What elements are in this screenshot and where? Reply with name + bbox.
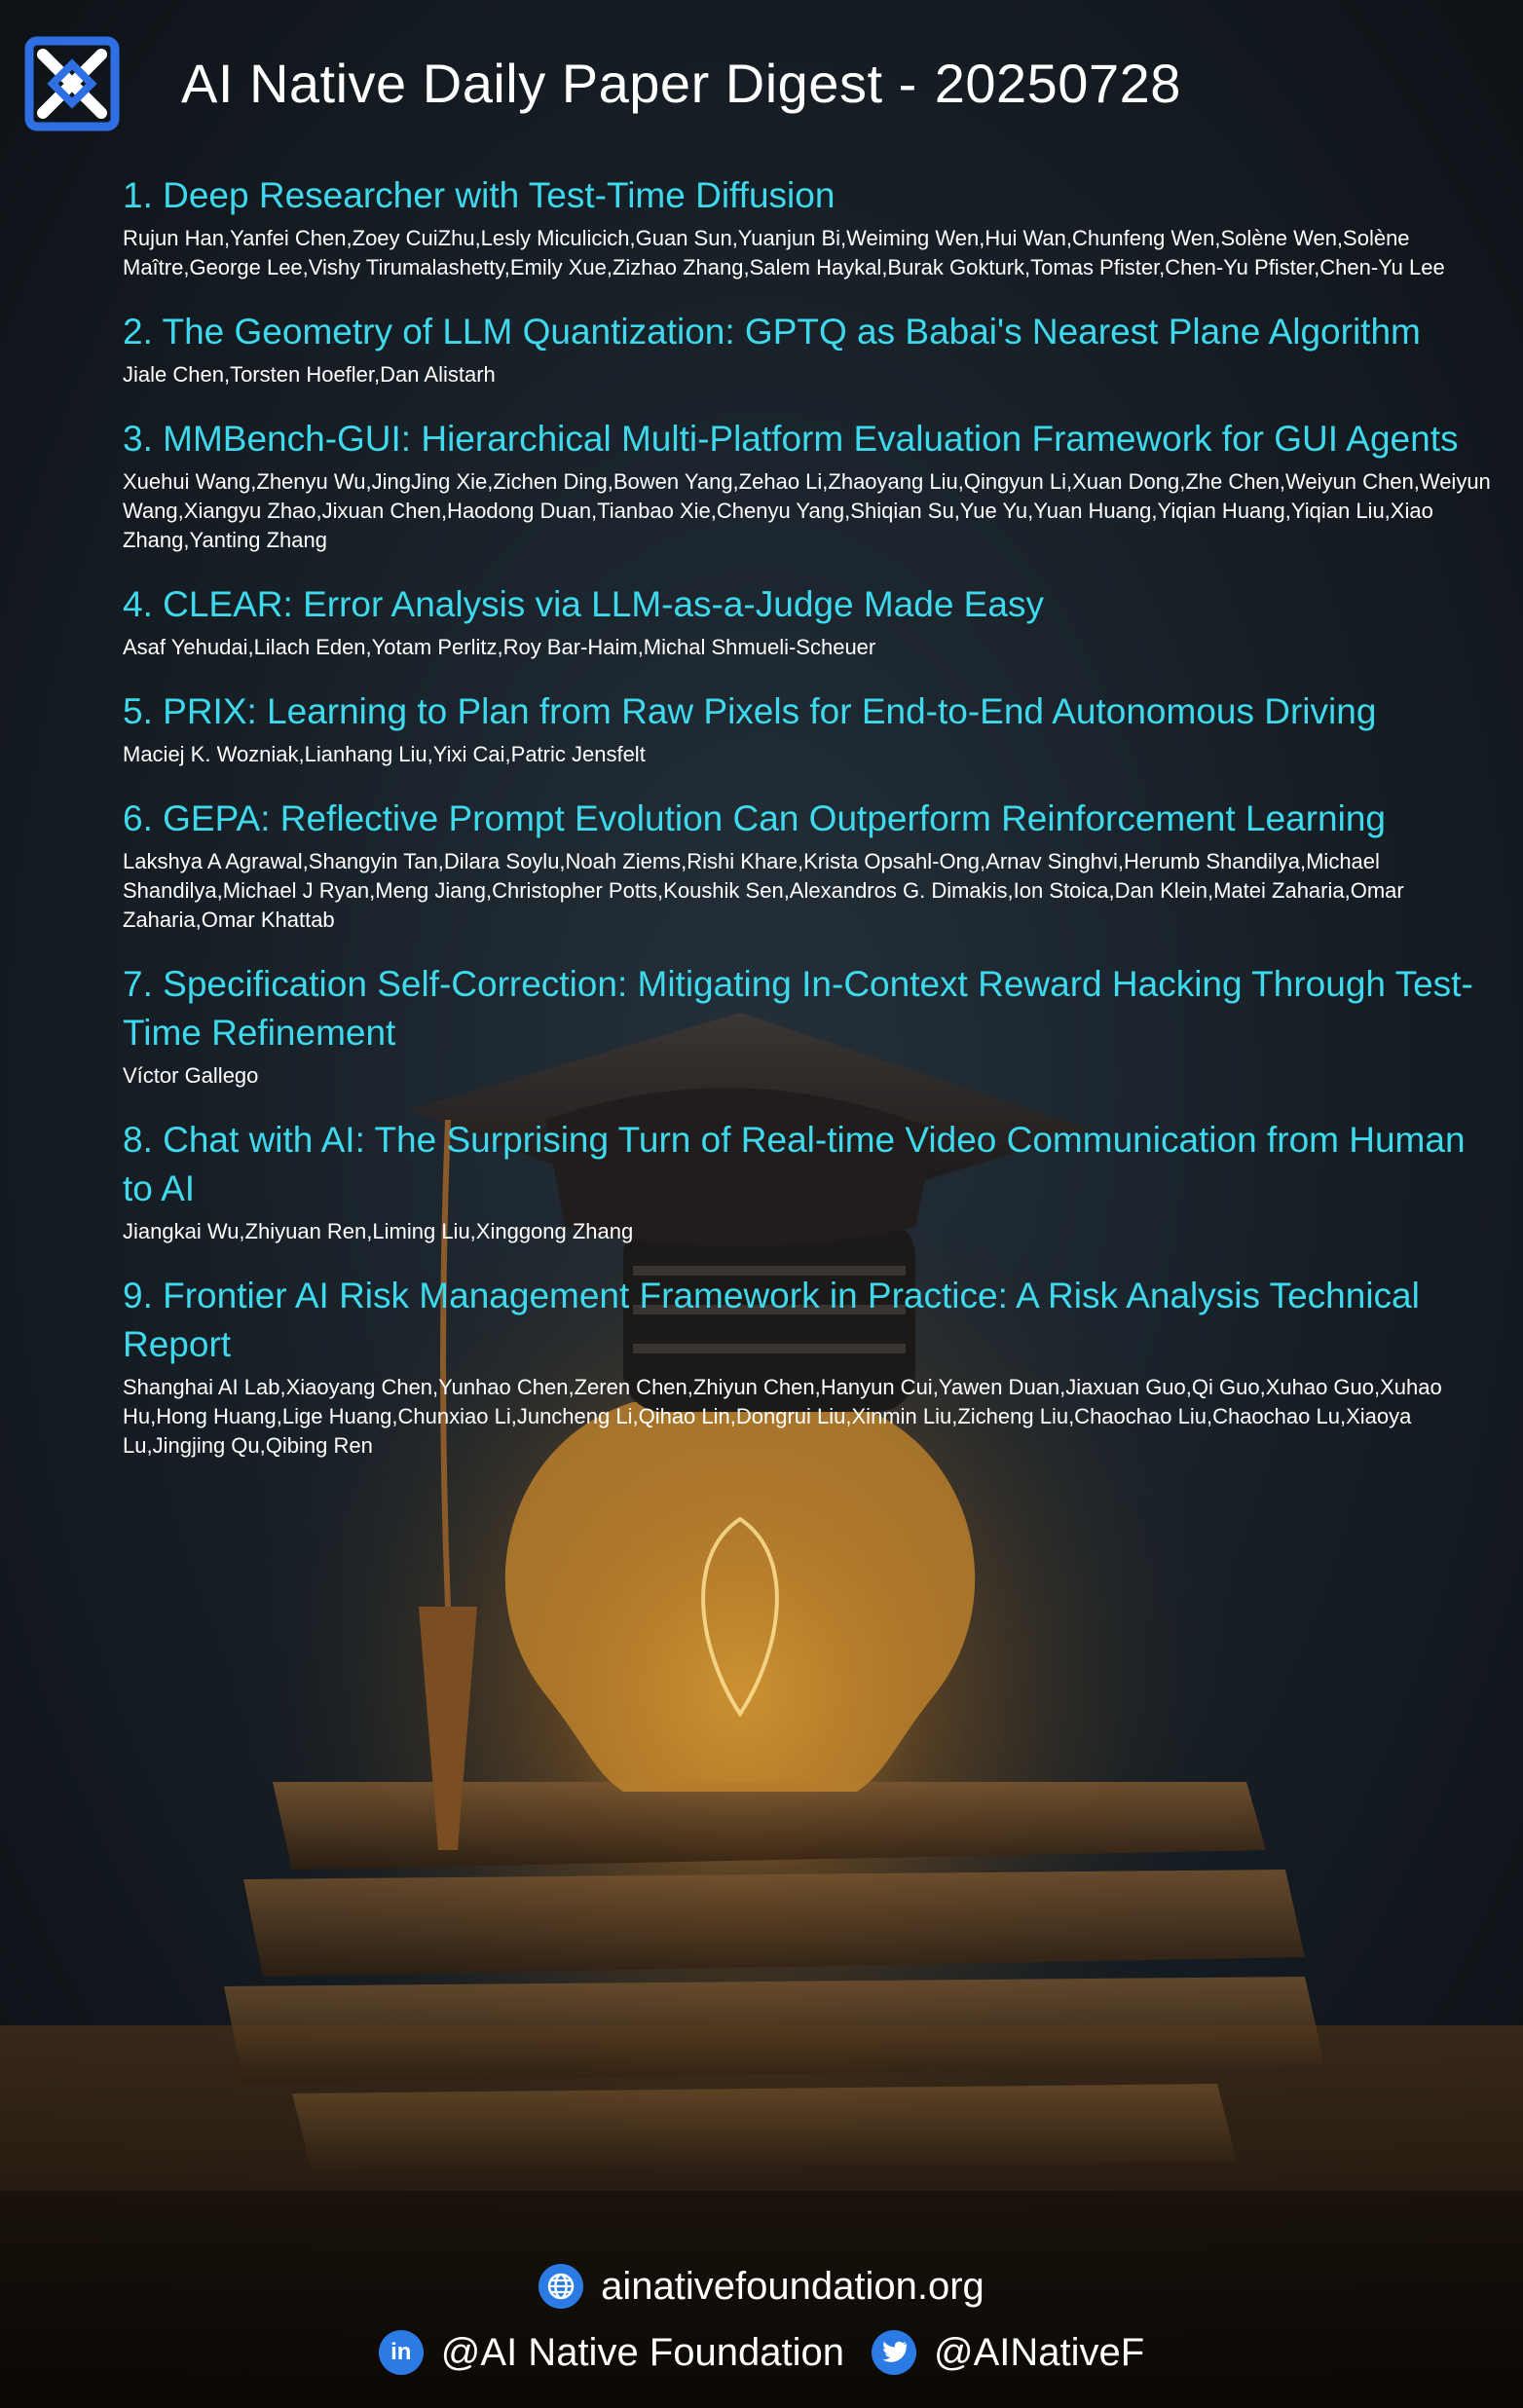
paper-title[interactable]: 6. GEPA: Reflective Prompt Evolution Can Outperform Reinforcement Learning xyxy=(123,798,1386,838)
paper-item xyxy=(123,960,1496,1091)
paper-item xyxy=(123,171,1496,282)
paper-item xyxy=(123,308,1496,389)
paper-item xyxy=(123,1272,1496,1461)
paper-authors: Jiangkai Wu,Zhiyuan Ren,Liming Liu,Xinggong Zhang xyxy=(123,1219,634,1243)
logo-icon xyxy=(23,35,121,132)
twitter-link[interactable]: @AINativeF xyxy=(933,2330,1145,2374)
paper-title[interactable]: 5. PRIX: Learning to Plan from Raw Pixels for End-to-End Autonomous Driving xyxy=(123,691,1377,731)
paper-title[interactable]: 9. Frontier AI Risk Management Framework in Practice: A Risk Analysis Technical Report xyxy=(123,1276,1420,1364)
paper-authors: Jiale Chen,Torsten Hoefler,Dan Alistarh xyxy=(123,362,496,387)
paper-item xyxy=(123,580,1496,662)
paper-title[interactable]: 3. MMBench-GUI: Hierarchical Multi-Platform Evaluation Framework for GUI Agents xyxy=(123,419,1459,459)
linkedin-icon: in xyxy=(379,2330,424,2375)
paper-list xyxy=(123,171,1496,1486)
paper-authors: Víctor Gallego xyxy=(123,1063,259,1088)
paper-authors: Asaf Yehudai,Lilach Eden,Yotam Perlitz,Roy Bar-Haim,Michal Shmueli-Scheuer xyxy=(123,635,876,659)
page-title xyxy=(181,53,1181,114)
header xyxy=(23,35,1181,132)
paper-authors: Lakshya A Agrawal,Shangyin Tan,Dilara Soylu,Noah Ziems,Rishi Khare,Krista Opsahl-Ong,Arnav Singhvi,Herumb Shandilya,Michael Shandilya,Michael J Ryan,Meng Jiang,Christopher Potts,Koushik Sen,Alexandros G. Dimakis,Ion Stoica,Dan Klein,Matei Zaharia,Omar Zaharia,Omar Khattab xyxy=(123,849,1404,932)
page-title-text: AI Native Daily Paper Digest - xyxy=(181,53,917,114)
paper-title[interactable]: 7. Specification Self-Correction: Mitigating In-Context Reward Hacking Through Test-Time Refinement xyxy=(123,964,1473,1053)
footer xyxy=(0,2259,1523,2380)
paper-authors: Maciej K. Wozniak,Lianhang Liu,Yixi Cai,Patric Jensfelt xyxy=(123,742,646,766)
paper-title[interactable]: 2. The Geometry of LLM Quantization: GPTQ as Babai's Nearest Plane Algorithm xyxy=(123,312,1421,352)
paper-title[interactable]: 1. Deep Researcher with Test-Time Diffusion xyxy=(123,175,836,215)
linkedin-link[interactable]: @AI Native Foundation xyxy=(440,2330,844,2374)
paper-item xyxy=(123,1116,1496,1246)
website-link[interactable]: ainativefoundation.org xyxy=(601,2264,984,2308)
paper-item xyxy=(123,795,1496,935)
paper-item xyxy=(123,687,1496,769)
paper-authors: Shanghai AI Lab,Xiaoyang Chen,Yunhao Chen,Zeren Chen,Zhiyun Chen,Hanyun Cui,Yawen Duan,Jiaxuan Guo,Qi Guo,Xuhao Guo,Xuhao Hu,Hong Huang,Lige Huang,Chunxiao Li,Juncheng Li,Qihao Lin,Dongrui Liu,Xinmin Liu,Zicheng Liu,Chaochao Liu,Chaochao Lu,Xiaoya Lu,Jingjing Qu,Qibing Ren xyxy=(123,1375,1442,1458)
paper-authors: Xuehui Wang,Zhenyu Wu,JingJing Xie,Zichen Ding,Bowen Yang,Zehao Li,Zhaoyang Liu,Qingyun Li,Xuan Dong,Zhe Chen,Weiyun Chen,Weiyun Wang,Xiangyu Zhao,Jixuan Chen,Haodong Duan,Tianbao Xie,Chenyu Yang,Shiqian Su,Yue Yu,Yuan Huang,Yiqian Huang,Yiqian Liu,Xiao Zhang,Yanting Zhang xyxy=(123,469,1491,552)
page-date: 20250728 xyxy=(934,53,1181,114)
paper-title[interactable]: 4. CLEAR: Error Analysis via LLM-as-a-Judge Made Easy xyxy=(123,584,1044,624)
globe-icon xyxy=(539,2264,583,2309)
footer-website-row xyxy=(0,2259,1523,2314)
twitter-icon xyxy=(872,2330,916,2375)
paper-title[interactable]: 8. Chat with AI: The Surprising Turn of Real-time Video Communication from Human to AI xyxy=(123,1120,1466,1208)
paper-authors: Rujun Han,Yanfei Chen,Zoey CuiZhu,Lesly Miculicich,Guan Sun,Yuanjun Bi,Weiming Wen,Hui Wan,Chunfeng Wen,Solène Wen,Solène Maître,George Lee,Vishy Tirumalashetty,Emily Xue,Zizhao Zhang,Salem Haykal,Burak Gokturk,Tomas Pfister,Chen-Yu Pfister,Chen-Yu Lee xyxy=(123,226,1445,279)
paper-item xyxy=(123,415,1496,555)
footer-social-row xyxy=(0,2325,1523,2380)
